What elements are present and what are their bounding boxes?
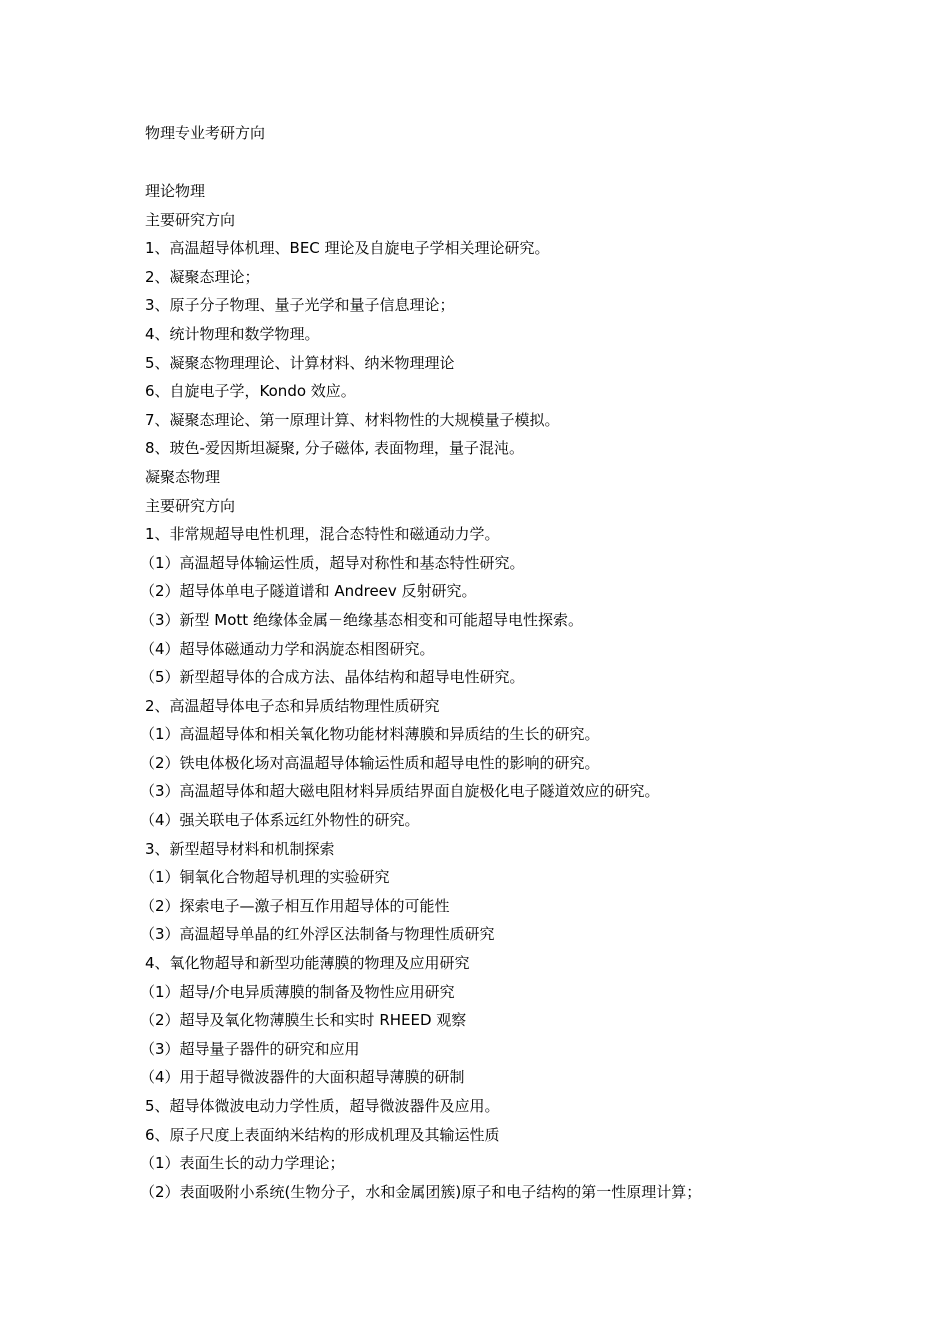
document-line: 3、原子分子物理、量子光学和量子信息理论；: [145, 296, 455, 315]
document-line: 6、自旋电子学，Kondo 效应。: [145, 382, 356, 401]
document-subitem-line: （1）铜氧化合物超导机理的实验研究: [140, 868, 390, 887]
document-line: 1、非常规超导电性机理，混合态特性和磁通动力学。: [145, 525, 500, 544]
document-subitem-line: （5）新型超导体的合成方法、晶体结构和超导电性研究。: [140, 668, 525, 687]
document-line: 4、氧化物超导和新型功能薄膜的物理及应用研究: [145, 954, 470, 973]
document-subitem-line: （1）高温超导体和相关氧化物功能材料薄膜和异质结的生长的研究。: [140, 725, 600, 744]
document-line: 5、超导体微波电动力学性质，超导微波器件及应用。: [145, 1097, 500, 1115]
document-subitem-line: （2）超导体单电子隧道谱和 Andreev 反射研究。: [140, 582, 477, 601]
document-subitem-line: （1）超导/介电异质薄膜的制备及物性应用研究: [140, 982, 455, 1001]
document-subitem-line: （2）铁电体极化场对高温超导体输运性质和超导电性的影响的研究。: [140, 753, 600, 772]
document-subitem-line: （3）新型 Mott 绝缘体金属－绝缘基态相变和可能超导电性探索。: [140, 610, 583, 629]
document-line: 6、原子尺度上表面纳米结构的形成机理及其输运性质: [145, 1125, 500, 1144]
document-subitem-line: （4）用于超导微波器件的大面积超导薄膜的研制: [140, 1068, 465, 1087]
document-subitem-line: （3）高温超导单晶的红外浮区法制备与物理性质研究: [140, 925, 495, 944]
document-line: 4、统计物理和数学物理。: [145, 324, 320, 343]
document-line: 3、新型超导材料和机制探索: [145, 839, 335, 858]
document-line: 2、凝聚态理论；: [145, 267, 260, 286]
document-line: 1、高温超导体机理、BEC 理论及自旋电子学相关理论研究。: [145, 239, 550, 258]
document-subitem-line: （2）表面吸附小系统(生物分子，水和金属团簇)原子和电子结构的第一性原理计算；: [140, 1182, 702, 1201]
document-line: 凝聚态物理: [145, 467, 221, 486]
document-subitem-line: （1）表面生长的动力学理论；: [140, 1154, 345, 1173]
document-line: 理论物理: [145, 182, 206, 200]
document-subitem-line: （3）高温超导体和超大磁电阻材料异质结界面自旋极化电子隧道效应的研究。: [140, 782, 660, 801]
document-line: 主要研究方向: [145, 210, 236, 229]
document-line: 2、高温超导体电子态和异质结物理性质研究: [145, 696, 440, 715]
document-title: 物理专业考研方向: [145, 124, 266, 142]
document-subitem-line: （1）高温超导体输运性质，超导对称性和基态特性研究。: [140, 553, 525, 572]
document-subitem-line: （2）探索电子—激子相互作用超导体的可能性: [140, 896, 450, 915]
document-subitem-line: （2）超导及氧化物薄膜生长和实时 RHEED 观察: [140, 1011, 467, 1030]
document-subitem-line: （4）强关联电子体系远红外物性的研究。: [140, 811, 420, 830]
document-line: 主要研究方向: [145, 496, 236, 515]
document-body: [140, 180, 702, 1209]
document-line: 5、凝聚态物理理论、计算材料、纳米物理理论: [145, 353, 455, 372]
document-subitem-line: （4）超导体磁通动力学和涡旋态相图研究。: [140, 639, 435, 658]
document-line: 7、凝聚态理论、第一原理计算、材料物性的大规模量子模拟。: [145, 410, 560, 429]
document-line: 8、玻色-爱因斯坦凝聚, 分子磁体, 表面物理，量子混沌。: [145, 439, 525, 458]
document-subitem-line: （3）超导量子器件的研究和应用: [140, 1039, 360, 1058]
